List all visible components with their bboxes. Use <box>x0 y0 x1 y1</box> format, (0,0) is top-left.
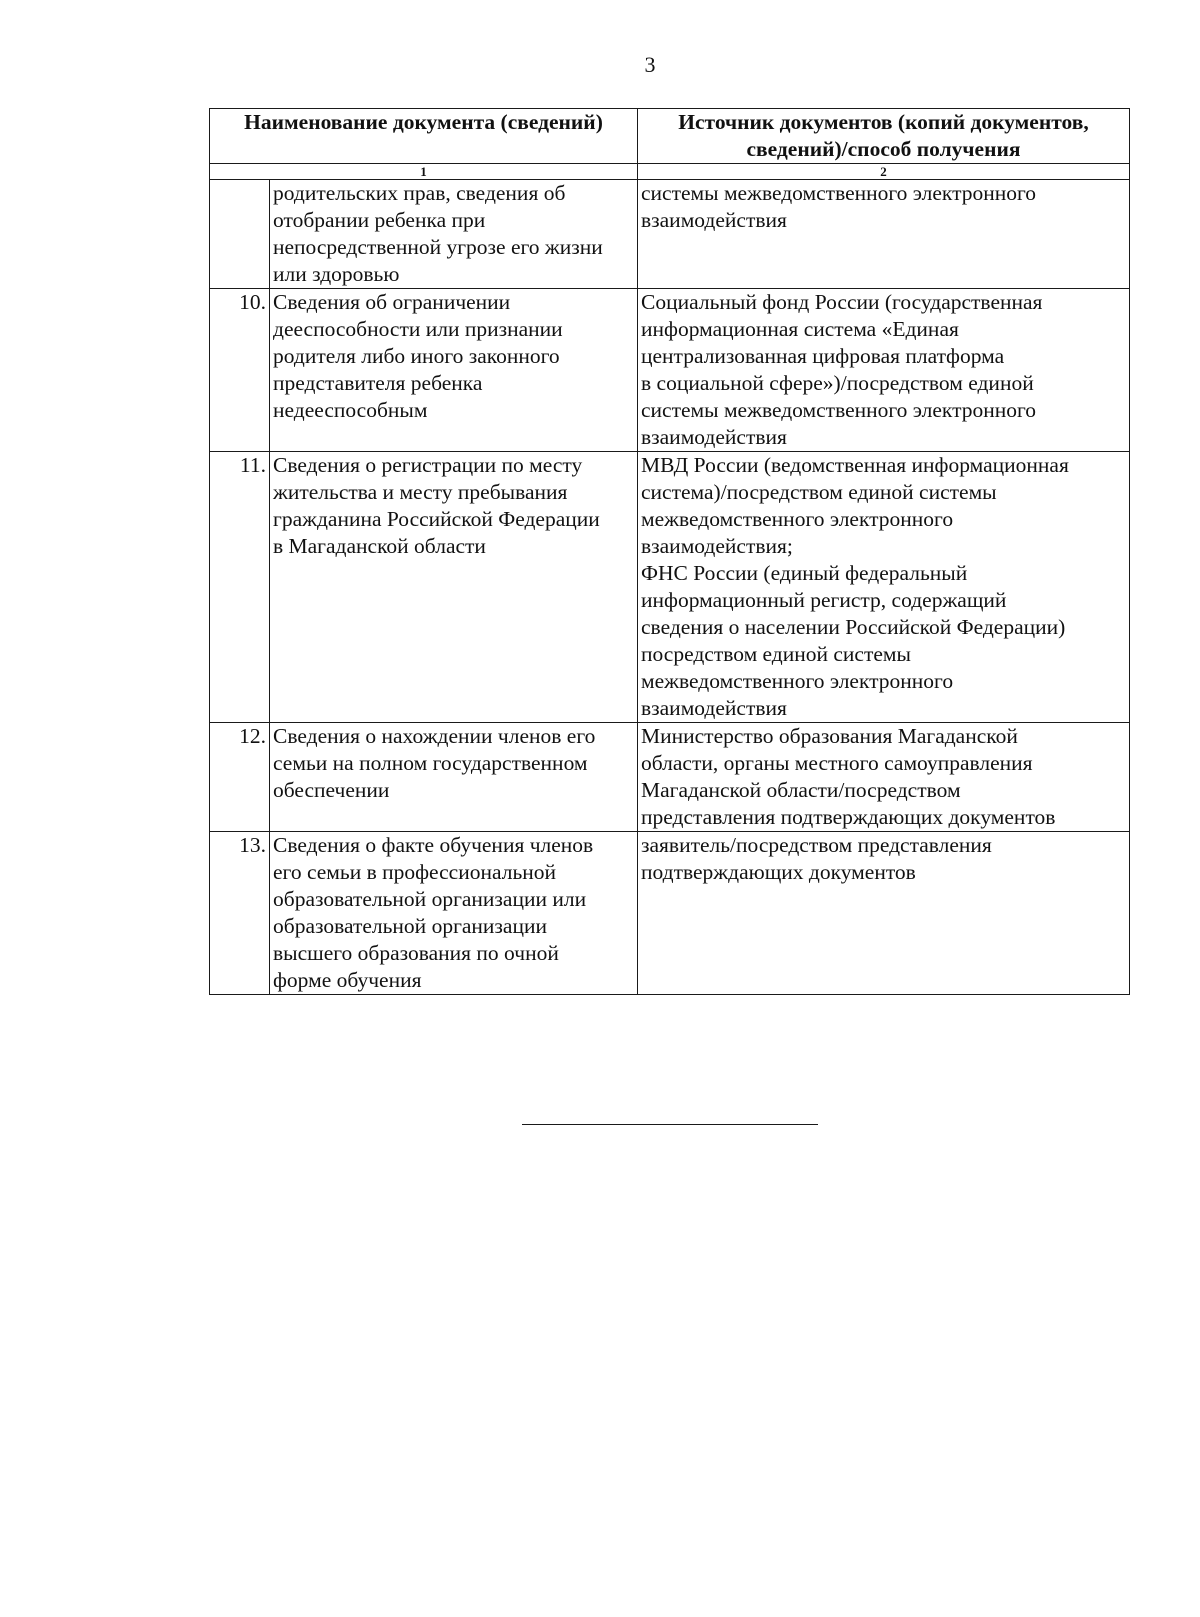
row-number: 13. <box>210 832 270 995</box>
row-number: 10. <box>210 289 270 452</box>
column-numbers-row <box>210 164 1130 180</box>
row-document-name: Сведения о регистрации по месту жительства и месту пребывания гражданина Российской Федерации в Магаданской области <box>270 452 638 723</box>
header-document-name: Наименование документа (сведений) <box>210 109 638 164</box>
column-number-1: 1 <box>210 164 638 180</box>
column-number-2: 2 <box>638 164 1130 180</box>
row-document-name: родительских прав, сведения об отобрании ребенка при непосредственной угрозе его жизни или здоровью <box>270 180 638 289</box>
row-number: 11. <box>210 452 270 723</box>
table-row <box>210 723 1130 832</box>
row-document-source: Министерство образования Магаданской области, органы местного самоуправления Магаданской области/посредством представления подтверждающих документов <box>638 723 1130 832</box>
table-row <box>210 832 1130 995</box>
row-document-name: Сведения об ограничении дееспособности или признании родителя либо иного законного представителя ребенка недееспособным <box>270 289 638 452</box>
row-number: 12. <box>210 723 270 832</box>
table-row <box>210 180 1130 289</box>
end-of-document-rule <box>522 1124 818 1125</box>
row-document-source: Социальный фонд России (государственная информационная система «Единая централизованная цифровая платформа в социальной сфере»)/посредством единой системы межведомственного электронного взаимодействия <box>638 289 1130 452</box>
page-number: 3 <box>644 52 656 77</box>
row-document-name: Сведения о факте обучения членов его семьи в профессиональной образовательной организации или образовательной организации высшего образования по очной форме обучения <box>270 832 638 995</box>
header-document-source: Источник документов (копий документов, сведений)/способ получения <box>638 109 1130 164</box>
row-document-name: Сведения о нахождении членов его семьи на полном государственном обеспечении <box>270 723 638 832</box>
table-row <box>210 289 1130 452</box>
table-header-row <box>210 109 1130 164</box>
row-document-source: системы межведомственного электронного взаимодействия <box>638 180 1130 289</box>
documents-table <box>209 108 1130 995</box>
row-document-source: МВД России (ведомственная информационная система)/посредством единой системы межведомственного электронного взаимодействия; ФНС России (единый федеральный информационный регистр, содержащий сведения о населении Российской Федерации) посредством единой системы межведомственного электронного взаимодействия <box>638 452 1130 723</box>
row-number <box>210 180 270 289</box>
row-document-source: заявитель/посредством представления подтверждающих документов <box>638 832 1130 995</box>
table-row <box>210 452 1130 723</box>
